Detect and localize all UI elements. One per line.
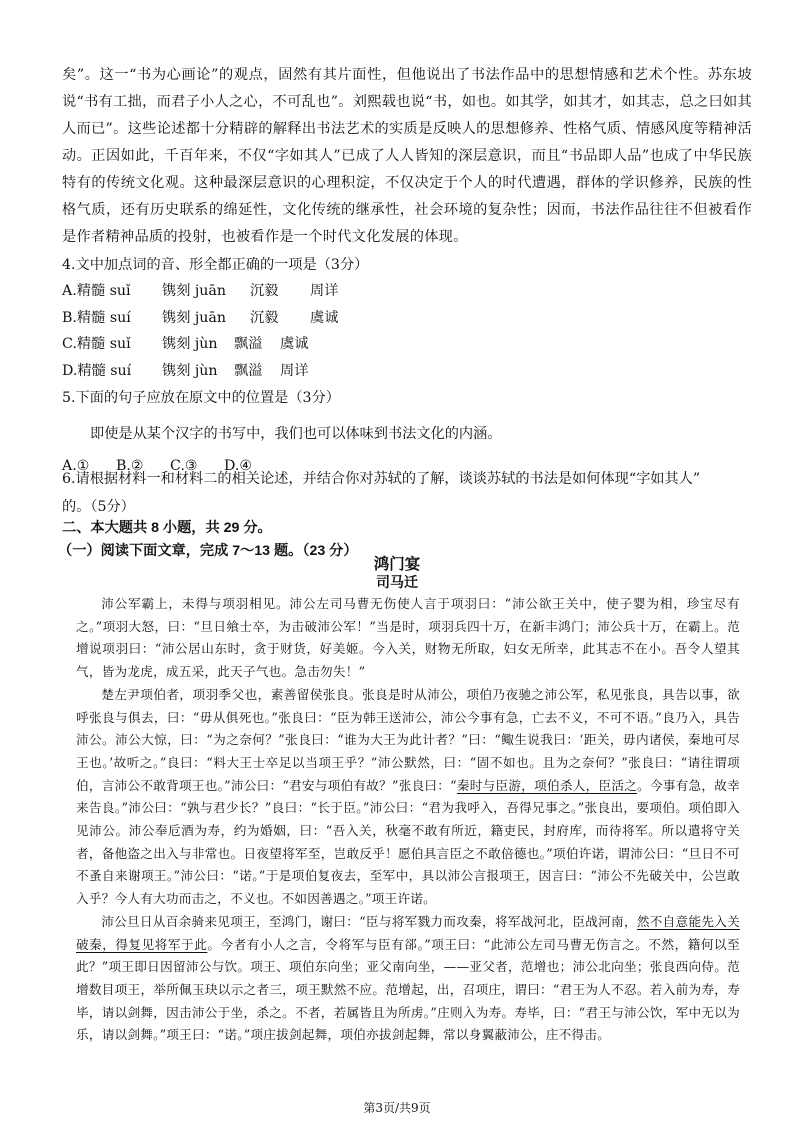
option-a: A.精髓 suǐ 镌刻 juān 沉毅 周详 [62,283,339,299]
question-4-stem: 4.文中加点词的音、形全都正确的一项是（3分） [62,257,369,273]
passage-paragraph-2: 楚左尹项伯者，项羽季父也，素善留侯张良。张良是时从沛公，项伯乃夜驰之沛公军，私见张良，具告以事，欲呼张良与俱去，曰：“毋从俱死也。”张良曰：“臣为韩王送沛公，沛公今事有急，亡去不义，不可不语。”良乃入，具告沛公。沛公大惊，曰：“为之奈何？”张良曰：“谁为大王为此计者？”曰：“鲰生说我曰：‘距关，毋内诸侯，秦地可尽王也。’故听之。”良曰：“料大王士卒足以当项王乎？”沛公默然，曰：“固不如也。且为之奈何？”张良曰：“请往谓项伯，言沛公不敢背项王也。”沛公曰：“君安与项伯有故？”张良曰：“秦时与臣游，项伯杀人，臣活之。今事有急，故幸来告良。”沛公曰：“孰与君少长？”良曰：“长于臣。”沛公曰：“君为我呼入，吾得兄事之。”张良出，要项伯。项伯即入见沛公。沛公奉卮酒为寿，约为婚姻，曰：“吾入关，秋毫不敢有所近，籍吏民，封府库，而待将军。所以遣将守关者，备他盗之出入与非常也。日夜望将军至，岂敢反乎！愿伯具言臣之不敢倍德也。”项伯许诺，谓沛公曰：“旦日不可不蚤自来谢项王。”沛公曰：“诺。”于是项伯复夜去，至军中，具以沛公言报项王，因言曰：“沛公不先破关中，公岂敢入乎？今人有大功而击之，不义也。不如因善遇之。”项王许诺。 [76,686,741,907]
intro-paragraph: 矣”。这一“书为心画论”的观点，固然有其片面性，但他说出了书法作品中的思想情感和艺术个性。苏东坡说“书有工拙，而君子小人之心，不可乱也”。刘熙载也说“书，如也。如其学，如其才，如其志，总之曰如其人而已”。这些论述都十分精辟的解释出书法艺术的实质是反映人的思想修养、性格气质、情感风度等精神活动。正因如此，千百年来，不仅“字如其人”已成了人人皆知的深层意识，而且“书品即人品”也成了中华民族特有的传统文化观。这种最深层意识的心理积淀，不仅决定于个人的时代遭遇，群体的学识修养，民族的性格气质，还有历史联系的绵延性，文化传统的继承性，社会环境的复杂性；因而，书法作品往往不但被看作是作者精神品质的投射，也被看作是一个时代文化发展的体现。 [62,67,752,245]
passage-author: 司马迁 [376,575,418,591]
option-d: D.精髓 suí 镌刻 jùn 飘溢 周详 [62,362,309,379]
question-5-options: A.① B.② C.③ D.④ [62,458,253,474]
question-5-stem: 5.下面的句子应放在原文中的位置是（3分） [62,390,340,406]
option-b: B.精髓 suí 镌刻 juān 沉毅 虞诚 [62,309,339,326]
intro-section [62,62,752,251]
underlined-sentence-1: 秦时与臣游，项伯杀人，臣活之 [456,777,638,793]
subsection-1-heading: （一）阅读下面文章，完成 7～13 题。（23 分） [58,543,358,559]
passage-body [76,593,740,1047]
passage-title: 鸿门宴 [373,554,421,573]
passage-paragraph-3: 沛公旦日从百余骑来见项王，至鸿门，谢曰：“臣与将军戮力而攻秦，将军战河北，臣战河南，然不自意能先入关破秦，得复见将军于此。今者有小人之言，令将军与臣有郤。”项王曰：“此沛公左司马曹无伤言之。不然，籍何以至此？”项王即日因留沛公与饮。项王、项伯东向坐；亚父南向坐，——亚父者，范增也；沛公北向坐；张良西向侍。范增数目项王，举所佩玉玦以示之者三，项王默然不应。范增起，出，召项庄，谓曰：“君王为人不忍。若入前为寿，寿毕，请以剑舞，因击沛公于坐，杀之。不者，若属皆且为所虏。”庄则入为寿。寿毕，曰：“君王与沛公饮，军中无以为乐，请以剑舞。”项王曰：“诺。”项庄拔剑起舞，项伯亦拔剑起舞，常以身翼蔽沛公，庄不得击。 [76,913,741,1043]
question-5-sentence: 即使是从某个汉字的书写中，我们也可以体味到书法文化的内涵。 [90,426,502,442]
page-number: 第3页/共9页 [363,1101,431,1115]
question-6-line2: 的。（5分） [62,499,135,515]
question-6 [62,466,752,520]
question-4 [62,252,752,384]
passage-paragraph-1: 沛公军霸上，未得与项羽相见。沛公左司马曹无伤使人言于项羽曰：“沛公欲王关中，使子婴为相，珍宝尽有之。”项羽大怒，曰：“旦日飨士卒，为击破沛公军！”当是时，项羽兵四十万，在新丰鸿门；沛公兵十万，在霸上。范增说项羽曰：“沛公居山东时，贪于财货，好美姬。今入关，财物无所取，妇女无所幸，此其志不在小。吾令人望其气，皆为龙虎，成五采，此天子气也。急击勿失！” [76,596,740,680]
question-4-options [62,278,752,384]
question-6-line1: 6.请根据材料一和材料二的相关论述，并结合你对苏轼的了解，谈谈苏轼的书法是如何体现“字如其人” [62,471,701,487]
underlined-sentence-2: 然不自意能先入关破秦，得复见将军于此 [76,913,740,952]
option-c: C.精髓 suǐ 镌刻 jùn 飘溢 虞诚 [62,336,309,352]
question-5 [62,385,752,479]
section-2-heading: 二、本大题共 8 小题，共 29 分。 [62,520,272,536]
